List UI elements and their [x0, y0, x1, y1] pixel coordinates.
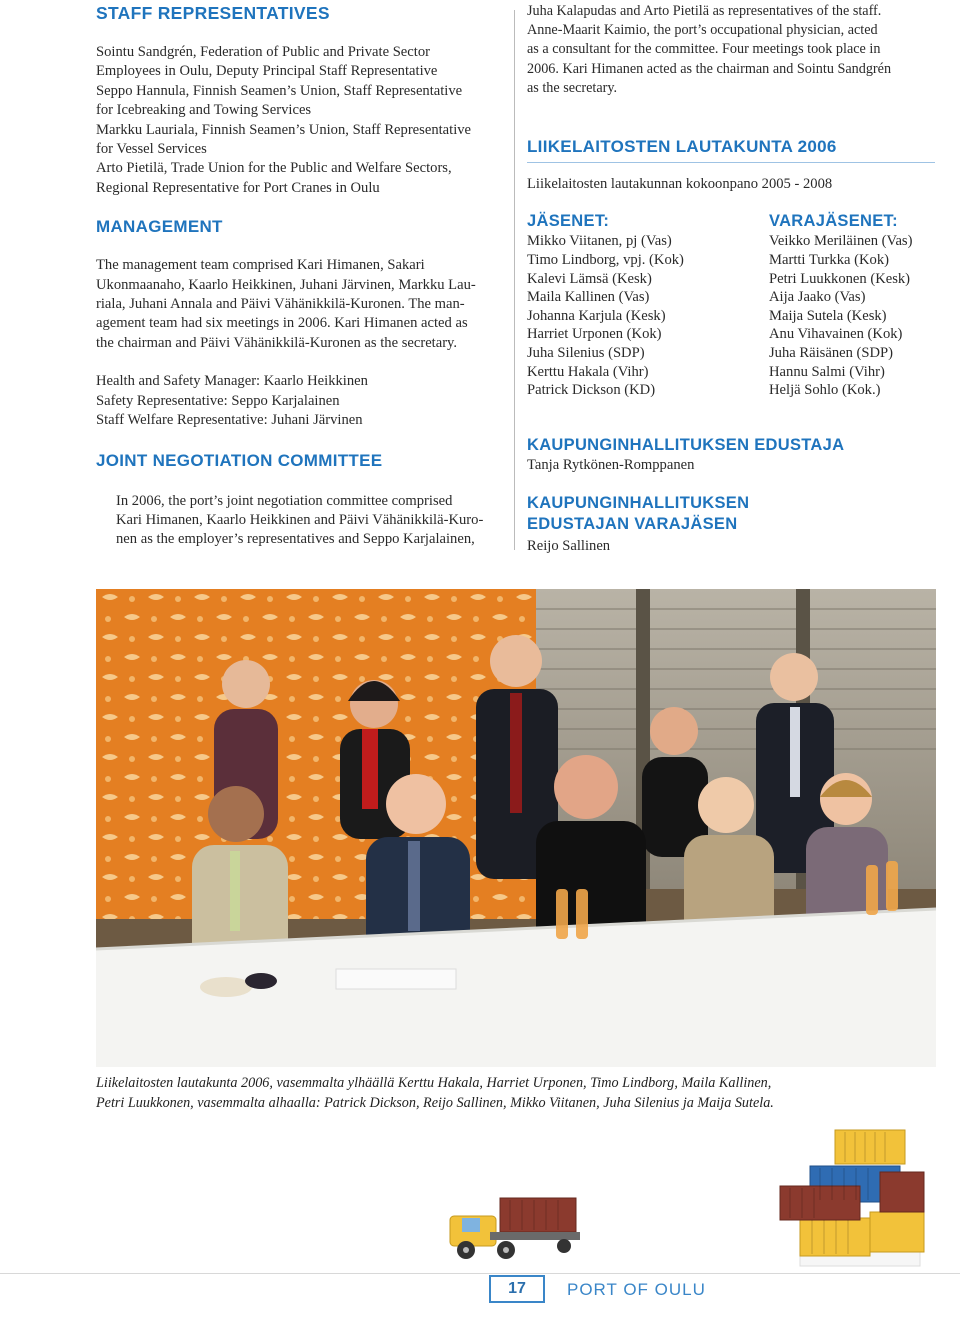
containers-stack-icon — [780, 1130, 924, 1266]
safety-list — [96, 372, 506, 430]
committee-continued-line: Anne-Maarit Kaimio, the port’s occupational physician, acted — [527, 22, 878, 39]
members-column — [527, 210, 767, 399]
board-heading-rule — [527, 162, 935, 163]
committee-continued-line: as the secretary. — [527, 79, 618, 96]
safety-line: Staff Welfare Representative: Juhani Järvinen — [96, 412, 363, 429]
deputy-member-line: Martti Turkka (Kok) — [769, 252, 889, 269]
deputy-member-line: Hannu Salmi (Vihr) — [769, 363, 885, 380]
member-line: Kalevi Lämsä (Kesk) — [527, 270, 652, 287]
city-board-deputy-heading — [527, 493, 935, 535]
safety-line: Health and Safety Manager: Kaarlo Heikkinen — [96, 373, 368, 390]
deputies-list — [769, 232, 939, 399]
joint-negotiation-heading: JOINT NEGOTIATION COMMITTEE — [96, 450, 383, 470]
staff-representative-line: for Vessel Services — [96, 141, 207, 158]
member-line: Timo Lindborg, vpj. (Kok) — [527, 252, 684, 269]
left-column — [96, 2, 506, 550]
deputies-column — [769, 210, 939, 399]
member-line: Juha Silenius (SDP) — [527, 344, 645, 361]
members-list — [527, 232, 767, 399]
committee-continued-paragraph — [527, 2, 935, 98]
deputies-heading: VARAJÄSENET: — [769, 212, 898, 231]
management-line: The management team comprised Kari Himanen, Sakari — [96, 257, 425, 274]
joint-negotiation-paragraph — [96, 492, 506, 550]
staff-representative-line: Sointu Sandgrén, Federation of Public and Private Sector — [96, 44, 430, 60]
staff-representative-line: Seppo Hannula, Finnish Seamen’s Union, Staff Representative — [96, 82, 463, 99]
member-line: Mikko Viitanen, pj (Vas) — [527, 233, 672, 250]
city-board-rep-name: Tanja Rytkönen-Romppanen — [527, 457, 695, 474]
member-line: Patrick Dickson (KD) — [527, 382, 656, 399]
page-number: 17 — [489, 1275, 545, 1303]
staff-representative-line: Employees in Oulu, Deputy Principal Staff Representative — [96, 63, 438, 80]
photo-caption-line-2: Petri Luukkonen, vasemmalta alhaalla: Patrick Dickson, Reijo Sallinen, Mikko Viitanen, Juha Silenius ja Maija Sutela. — [96, 1095, 774, 1111]
right-column — [527, 2, 935, 556]
members-heading: JÄSENET: — [527, 212, 610, 231]
member-line: Kerttu Hakala (Vihr) — [527, 363, 649, 380]
column-divider — [514, 10, 515, 550]
committee-continued-line: as a consultant for the committee. Four meetings took place in — [527, 41, 881, 58]
deputy-member-line: Veikko Meriläinen (Vas) — [769, 233, 913, 250]
management-line: Ukonmaanaho, Kaarlo Heikkinen, Juhani Järvinen, Markku Lau- — [96, 276, 476, 293]
city-board-rep-heading: KAUPUNGINHALLITUKSEN EDUSTAJA — [527, 436, 845, 455]
staff-representatives-heading: STAFF REPRESENTATIVES — [96, 3, 330, 23]
group-photo — [96, 589, 936, 1067]
board-subtitle: Liikelaitosten lautakunnan kokoonpano 2005 - 2008 — [527, 176, 833, 193]
management-line: the chairman and Päivi Vähänikkilä-Kuronen as the secretary. — [96, 334, 458, 351]
deputy-member-line: Aija Jaako (Vas) — [769, 289, 866, 306]
member-line: Johanna Karjula (Kesk) — [527, 307, 666, 324]
joint-negotiation-line: In 2006, the port’s joint negotiation committee comprised — [116, 492, 453, 509]
committee-continued-line: 2006. Kari Himanen acted as the chairman and Sointu Sandgrén — [527, 60, 892, 77]
deputy-member-line: Juha Räisänen (SDP) — [769, 344, 894, 361]
staff-representative-line: Regional Representative for Port Cranes in Oulu — [96, 179, 380, 196]
photo-caption — [96, 1073, 896, 1113]
city-board-deputy-name: Reijo Sallinen — [527, 537, 611, 554]
joint-negotiation-line: nen as the employer’s representatives and Seppo Karjalainen, — [116, 531, 475, 548]
publication-name: PORT OF OULU — [567, 1280, 706, 1299]
truck-icon — [450, 1198, 580, 1259]
committee-continued-line: Juha Kalapudas and Arto Pietilä as representatives of the staff. — [527, 3, 882, 19]
staff-representative-line: Markku Lauriala, Finnish Seamen’s Union, Staff Representative — [96, 121, 472, 138]
safety-line: Safety Representative: Seppo Karjalainen — [96, 392, 340, 409]
port-illustration — [440, 1120, 936, 1270]
city-board-deputy-heading-line-1: KAUPUNGINHALLITUKSEN — [527, 493, 750, 512]
staff-representative-line: Arto Pietilä, Trade Union for the Public and Welfare Sectors, — [96, 160, 452, 177]
deputy-member-line: Maija Sutela (Kesk) — [769, 307, 887, 324]
city-board-deputy-heading-line-2: EDUSTAJAN VARAJÄSEN — [527, 514, 738, 533]
management-line: riala, Juhani Annala and Päivi Vähänikkilä-Kuronen. The man- — [96, 296, 465, 313]
board-heading: LIIKELAITOSTEN LAUTAKUNTA 2006 — [527, 137, 837, 157]
photo-caption-line-1: Liikelaitosten lautakunta 2006, vasemmalta ylhäällä Kerttu Hakala, Harriet Urponen, Timo Lindborg, Maila Kallinen, — [96, 1075, 772, 1091]
deputy-member-line: Petri Luukkonen (Kesk) — [769, 270, 911, 287]
member-line: Harriet Urponen (Kok) — [527, 326, 662, 343]
footer-rule — [0, 1273, 960, 1274]
staff-representative-line: for Icebreaking and Towing Services — [96, 102, 312, 119]
member-line: Maila Kallinen (Vas) — [527, 289, 650, 306]
management-heading: MANAGEMENT — [96, 217, 223, 237]
staff-representatives-list — [96, 43, 506, 198]
joint-negotiation-line: Kari Himanen, Kaarlo Heikkinen and Päivi Vähänikkilä-Kuro- — [116, 511, 484, 528]
deputy-member-line: Heljä Sohlo (Kok.) — [769, 382, 881, 399]
management-paragraph — [96, 256, 506, 353]
members-table — [527, 210, 935, 399]
deputy-member-line: Anu Vihavainen (Kok) — [769, 326, 903, 343]
management-line: agement team had six meetings in 2006. Kari Himanen acted as — [96, 315, 468, 332]
